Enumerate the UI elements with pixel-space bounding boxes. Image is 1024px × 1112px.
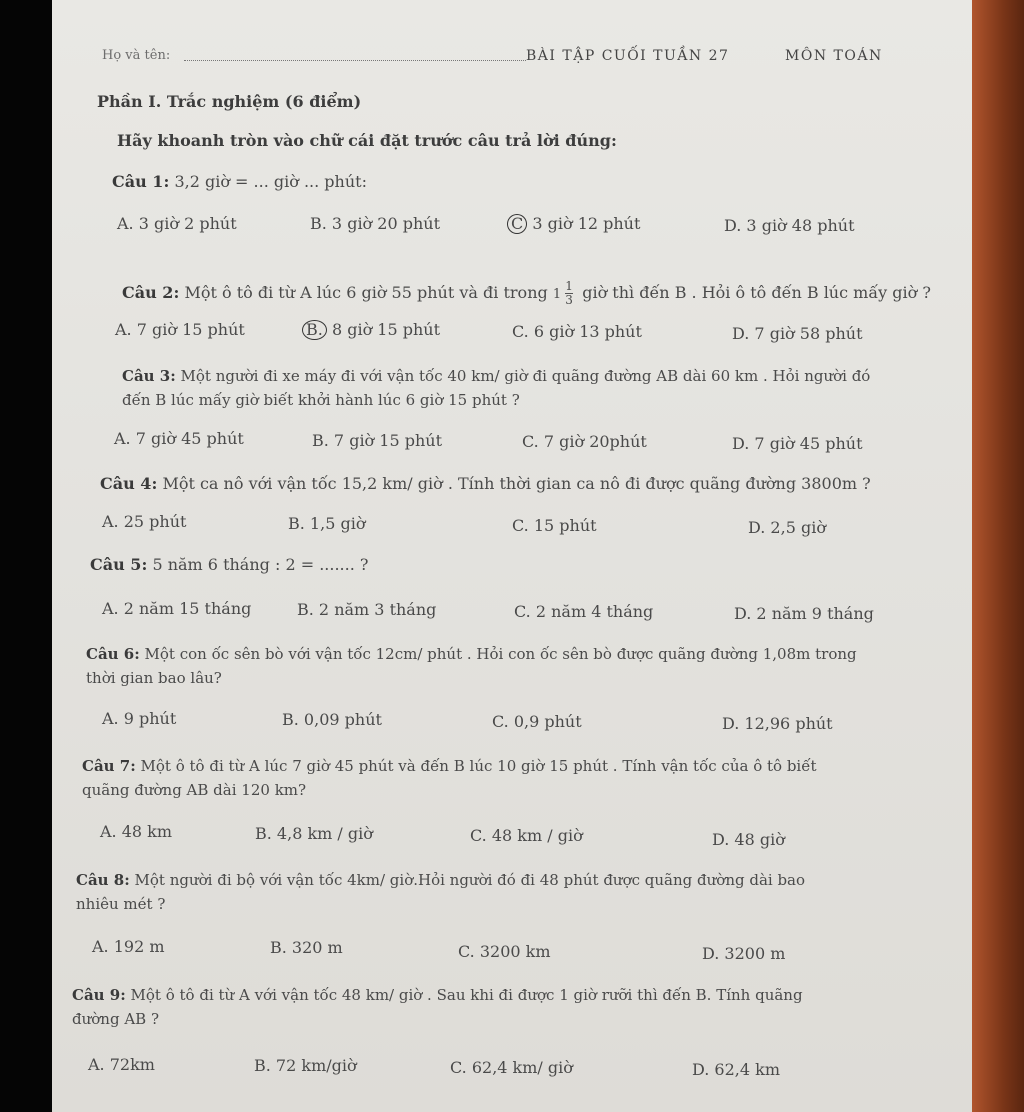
question-1: [112, 170, 367, 194]
question-8: [76, 868, 954, 916]
option-c[interactable]: C. 62,4 km/ giờ: [450, 1058, 573, 1077]
option-b[interactable]: B. 72 km/giờ: [254, 1056, 357, 1075]
question-6: [86, 642, 951, 690]
option-c[interactable]: C. 7 giờ 20phút: [522, 432, 647, 451]
answer-circle-mark: C: [507, 214, 527, 234]
question-text: Một người đi bộ với vận tốc 4km/ giờ.Hỏi người đó đi 48 phút được quãng đường dài bao: [134, 871, 806, 889]
question-text: 3,2 giờ = ... giờ ... phút:: [174, 172, 367, 191]
question-text: 5 năm 6 tháng : 2 = ....... ?: [152, 555, 369, 574]
question-label: Câu 1:: [112, 172, 170, 191]
option-b[interactable]: B. 1,5 giờ: [288, 514, 366, 533]
option-a[interactable]: A. 48 km: [100, 822, 173, 841]
option-a[interactable]: A. 25 phút: [102, 512, 187, 531]
wood-table-edge: [972, 0, 1024, 1112]
question-label: Câu 6:: [86, 645, 140, 663]
option-d[interactable]: D. 7 giờ 45 phút: [732, 434, 863, 453]
option-c[interactable]: C. 15 phút: [512, 516, 597, 535]
question-text: Một người đi xe máy đi với vận tốc 40 km/ giờ đi quãng đường AB dài 60 km . Hỏi người đó: [180, 367, 871, 385]
option-d[interactable]: D. 48 giờ: [712, 830, 785, 849]
option-c[interactable]: C. 48 km / giờ: [470, 826, 583, 845]
option-a[interactable]: A. 2 năm 15 tháng: [102, 599, 252, 618]
question-label: Câu 5:: [90, 555, 148, 574]
option-a[interactable]: A. 7 giờ 45 phút: [114, 429, 244, 448]
option-d[interactable]: D. 3200 m: [702, 944, 786, 963]
option-b[interactable]: B. 4,8 km / giờ: [255, 824, 373, 843]
option-b[interactable]: B. 320 m: [270, 938, 343, 957]
question-label: Câu 7:: [82, 757, 136, 775]
worksheet-title: BÀI TẬP CUỐI TUẦN 27: [526, 48, 730, 64]
question-4: [100, 472, 871, 496]
subject-label: MÔN TOÁN: [785, 48, 883, 64]
question-text-line2: nhiêu mét ?: [76, 895, 166, 913]
option-d[interactable]: D. 3 giờ 48 phút: [724, 216, 855, 235]
option-a[interactable]: A. 192 m: [92, 937, 165, 956]
option-d[interactable]: D. 62,4 km: [692, 1060, 781, 1079]
option-c-circled[interactable]: [507, 214, 640, 234]
question-text-line2: quãng đường AB dài 120 km?: [82, 781, 307, 799]
name-label: Họ và tên:: [102, 48, 171, 63]
answer-circle-mark: B.: [302, 320, 327, 340]
option-b[interactable]: B. 2 năm 3 tháng: [297, 600, 437, 619]
option-d[interactable]: D. 2 năm 9 tháng: [734, 604, 874, 623]
question-7: [82, 754, 952, 802]
fraction-denominator: 3: [565, 293, 573, 307]
question-label: Câu 3:: [122, 367, 176, 385]
question-2: [122, 280, 931, 307]
worksheet-paper: [52, 0, 972, 1112]
question-text: Một ô tô đi từ A lúc 7 giờ 45 phút và đến B lúc 10 giờ 15 phút . Tính vận tốc của ô tô biết: [140, 757, 817, 775]
question-text: Một con ốc sên bò với vận tốc 12cm/ phút . Hỏi con ốc sên bò được quãng đường 1,08m trong: [144, 645, 857, 663]
fraction: [565, 280, 573, 307]
question-text-line2: thời gian bao lâu?: [86, 669, 222, 687]
question-9: [72, 983, 952, 1031]
question-text: Một ô tô đi từ A với vận tốc 48 km/ giờ . Sau khi đi được 1 giờ rưỡi thì đến B. Tính quãng: [130, 986, 803, 1004]
question-label: Câu 2:: [122, 283, 180, 302]
fraction-numerator: 1: [565, 279, 573, 293]
dark-background-left: [0, 0, 60, 1112]
option-b-text: 8 giờ 15 phút: [331, 320, 441, 339]
option-b[interactable]: B. 7 giờ 15 phút: [312, 431, 442, 450]
question-label: Câu 4:: [100, 474, 158, 493]
option-a[interactable]: A. 9 phút: [102, 709, 177, 728]
option-a[interactable]: A. 3 giờ 2 phút: [117, 214, 237, 233]
question-text-line2: đường AB ?: [72, 1010, 159, 1028]
option-a[interactable]: A. 7 giờ 15 phút: [115, 320, 245, 339]
option-c-text: 3 giờ 12 phút: [532, 214, 641, 233]
question-5: [90, 553, 368, 577]
option-d[interactable]: D. 12,96 phút: [722, 714, 833, 733]
section-heading: Phần I. Trắc nghiệm (6 điểm): [97, 92, 362, 111]
worksheet-header: [102, 46, 942, 72]
option-a[interactable]: A. 72km: [88, 1055, 155, 1074]
option-b[interactable]: B. 0,09 phút: [282, 710, 382, 729]
option-c[interactable]: C. 2 năm 4 tháng: [514, 602, 654, 621]
question-3: [122, 364, 957, 412]
option-b-circled[interactable]: [302, 320, 440, 340]
question-text-line2: đến B lúc mấy giờ biết khởi hành lúc 6 giờ 15 phút ?: [122, 391, 520, 409]
option-b[interactable]: B. 3 giờ 20 phút: [310, 214, 440, 233]
question-text: Một ca nô với vận tốc 15,2 km/ giờ . Tính thời gian ca nô đi được quãng đường 3800m ?: [162, 474, 871, 493]
option-d[interactable]: D. 2,5 giờ: [748, 518, 826, 537]
instruction-text: Hãy khoanh tròn vào chữ cái đặt trước câu trả lời đúng:: [117, 131, 617, 150]
mixed-fraction: [552, 279, 582, 307]
option-c[interactable]: C. 3200 km: [458, 942, 551, 961]
question-label: Câu 9:: [72, 986, 126, 1004]
option-d[interactable]: D. 7 giờ 58 phút: [732, 324, 863, 343]
fraction-whole: 1: [552, 287, 562, 302]
option-c[interactable]: C. 6 giờ 13 phút: [512, 322, 642, 341]
name-blank-line: [184, 60, 526, 61]
question-text-cont: giờ thì đến B . Hỏi ô tô đến B lúc mấy giờ ?: [582, 283, 931, 302]
question-label: Câu 8:: [76, 871, 130, 889]
option-c[interactable]: C. 0,9 phút: [492, 712, 582, 731]
question-text: Một ô tô đi từ A lúc 6 giờ 55 phút và đi trong: [184, 283, 548, 302]
